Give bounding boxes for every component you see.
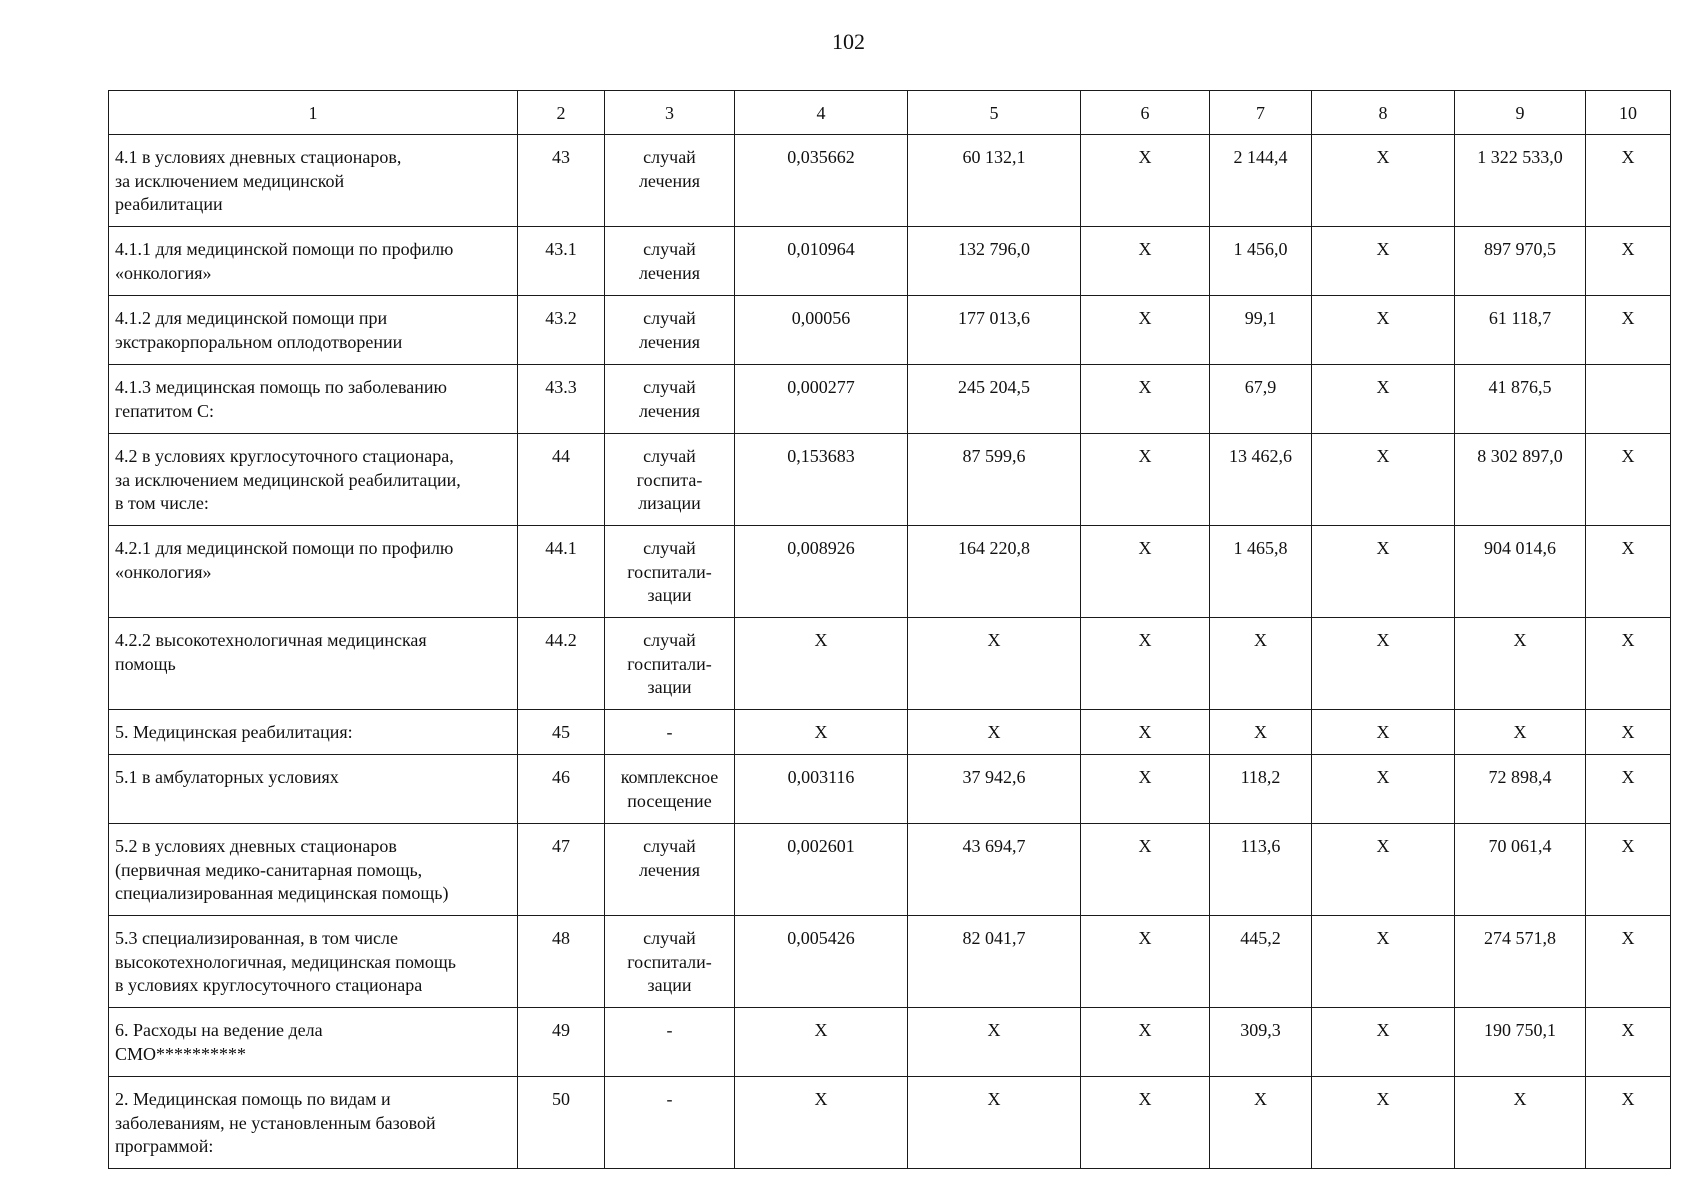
table-row <box>109 710 1671 755</box>
column-header: 5 <box>908 91 1081 135</box>
table-cell: Х <box>908 1077 1081 1169</box>
table-cell: случай лечения <box>605 824 735 916</box>
table-cell: Х <box>1586 1077 1671 1169</box>
table-cell: 0,153683 <box>735 434 908 526</box>
table-cell: Х <box>1586 824 1671 916</box>
row-name-cell: 4.2.1 для медицинской помощи по профилю «онкология» <box>109 526 518 618</box>
table-cell: случай лечения <box>605 365 735 434</box>
table-cell: Х <box>1312 434 1455 526</box>
row-name-cell: 4.1.2 для медицинской помощи при экстракорпоральном оплодотворении <box>109 296 518 365</box>
table-cell: Х <box>1312 618 1455 710</box>
table-cell: 0,008926 <box>735 526 908 618</box>
table-cell: Х <box>1081 618 1210 710</box>
table-cell: Х <box>735 618 908 710</box>
table-cell: 0,035662 <box>735 135 908 227</box>
table-cell: Х <box>1312 916 1455 1008</box>
table-cell: Х <box>1586 710 1671 755</box>
column-header: 4 <box>735 91 908 135</box>
table-cell: 43.2 <box>518 296 605 365</box>
table-cell: 72 898,4 <box>1455 755 1586 824</box>
table-cell: 44.1 <box>518 526 605 618</box>
table-cell: Х <box>1586 434 1671 526</box>
table-cell: Х <box>1312 135 1455 227</box>
table-row <box>109 916 1671 1008</box>
table-cell: случай лечения <box>605 296 735 365</box>
column-header: 2 <box>518 91 605 135</box>
table-cell: Х <box>1081 824 1210 916</box>
row-name-cell: 5.3 специализированная, в том числе высокотехнологичная, медицинская помощь в условиях круглосуточного стационара <box>109 916 518 1008</box>
table-cell: Х <box>908 710 1081 755</box>
table-row <box>109 135 1671 227</box>
table-cell: 99,1 <box>1210 296 1312 365</box>
table-cell: Х <box>1312 227 1455 296</box>
table-cell: 1 322 533,0 <box>1455 135 1586 227</box>
table-cell: 46 <box>518 755 605 824</box>
table-cell: 0,00056 <box>735 296 908 365</box>
table-cell: случай лечения <box>605 135 735 227</box>
table-cell: Х <box>1081 135 1210 227</box>
row-name-cell: 5. Медицинская реабилитация: <box>109 710 518 755</box>
table-cell: Х <box>1312 755 1455 824</box>
table-cell: 2 144,4 <box>1210 135 1312 227</box>
table-cell: 309,3 <box>1210 1008 1312 1077</box>
table-cell: 8 302 897,0 <box>1455 434 1586 526</box>
table-cell: Х <box>735 1077 908 1169</box>
table-cell: 904 014,6 <box>1455 526 1586 618</box>
table-cell: 67,9 <box>1210 365 1312 434</box>
row-name-cell: 2. Медицинская помощь по видам и заболеваниям, не установленным базовой программой: <box>109 1077 518 1169</box>
table-cell: Х <box>1586 755 1671 824</box>
table-cell: - <box>605 1008 735 1077</box>
column-header: 10 <box>1586 91 1671 135</box>
table-cell: 43.1 <box>518 227 605 296</box>
table-cell: Х <box>1081 526 1210 618</box>
row-name-cell: 4.1 в условиях дневных стационаров, за исключением медицинской реабилитации <box>109 135 518 227</box>
page-number: 102 <box>832 29 865 54</box>
table-cell: 1 456,0 <box>1210 227 1312 296</box>
column-header: 7 <box>1210 91 1312 135</box>
table-cell: Х <box>1210 1077 1312 1169</box>
table-cell: Х <box>1586 526 1671 618</box>
table-cell: Х <box>735 710 908 755</box>
table-cell: 164 220,8 <box>908 526 1081 618</box>
row-name-cell: 4.2.2 высокотехнологичная медицинская помощь <box>109 618 518 710</box>
table-cell: Х <box>1586 227 1671 296</box>
table-cell: 43 <box>518 135 605 227</box>
table-cell: 47 <box>518 824 605 916</box>
table-cell: Х <box>1081 916 1210 1008</box>
table-cell: Х <box>1312 296 1455 365</box>
table-cell: Х <box>1081 1008 1210 1077</box>
table-cell: Х <box>1312 710 1455 755</box>
table-cell: случай госпита- лизации <box>605 434 735 526</box>
table-row <box>109 365 1671 434</box>
table-cell: 43.3 <box>518 365 605 434</box>
table-cell: случай лечения <box>605 227 735 296</box>
table-cell: Х <box>1312 1008 1455 1077</box>
table-cell: Х <box>908 1008 1081 1077</box>
table-row <box>109 434 1671 526</box>
column-header: 1 <box>109 91 518 135</box>
table-cell: Х <box>1210 618 1312 710</box>
table-cell: 61 118,7 <box>1455 296 1586 365</box>
column-header: 9 <box>1455 91 1586 135</box>
table-cell: 190 750,1 <box>1455 1008 1586 1077</box>
table-cell: 113,6 <box>1210 824 1312 916</box>
table-cell: Х <box>1586 1008 1671 1077</box>
table-cell: случай госпитали- зации <box>605 916 735 1008</box>
table-cell: Х <box>1586 135 1671 227</box>
table-row <box>109 227 1671 296</box>
table-row <box>109 1008 1671 1077</box>
table-cell: 118,2 <box>1210 755 1312 824</box>
table-cell: Х <box>1081 710 1210 755</box>
table-cell: Х <box>1312 824 1455 916</box>
table-cell: Х <box>1455 618 1586 710</box>
column-header: 8 <box>1312 91 1455 135</box>
table-cell: Х <box>1081 1077 1210 1169</box>
table-cell: 48 <box>518 916 605 1008</box>
data-table <box>108 90 1671 1169</box>
table-cell: 82 041,7 <box>908 916 1081 1008</box>
table-row <box>109 526 1671 618</box>
table-cell: Х <box>1081 434 1210 526</box>
row-name-cell: 4.1.3 медицинская помощь по заболеванию гепатитом С: <box>109 365 518 434</box>
table-cell: 0,000277 <box>735 365 908 434</box>
row-name-cell: 4.2 в условиях круглосуточного стационара, за исключением медицинской реабилитации, в том числе: <box>109 434 518 526</box>
table-cell: 43 694,7 <box>908 824 1081 916</box>
table-cell: случай госпитали- зации <box>605 526 735 618</box>
table-cell: 70 061,4 <box>1455 824 1586 916</box>
table-row <box>109 1077 1671 1169</box>
table-cell: случай госпитали- зации <box>605 618 735 710</box>
table-cell: Х <box>1081 365 1210 434</box>
table-cell: 177 013,6 <box>908 296 1081 365</box>
table-row <box>109 755 1671 824</box>
row-name-cell: 5.2 в условиях дневных стационаров (первичная медико-санитарная помощь, специализированная медицинская помощь) <box>109 824 518 916</box>
table-cell: 245 204,5 <box>908 365 1081 434</box>
table-cell: 0,005426 <box>735 916 908 1008</box>
table-cell: Х <box>1312 526 1455 618</box>
table-cell: Х <box>1081 755 1210 824</box>
table-cell: Х <box>1081 227 1210 296</box>
column-header: 3 <box>605 91 735 135</box>
table-cell: 49 <box>518 1008 605 1077</box>
table-cell: 44 <box>518 434 605 526</box>
table-cell: - <box>605 1077 735 1169</box>
table-cell: 44.2 <box>518 618 605 710</box>
table-cell: 0,003116 <box>735 755 908 824</box>
row-name-cell: 6. Расходы на ведение дела СМО********** <box>109 1008 518 1077</box>
table-cell: 87 599,6 <box>908 434 1081 526</box>
table-cell: 13 462,6 <box>1210 434 1312 526</box>
header-row <box>109 91 1671 135</box>
row-name-cell: 5.1 в амбулаторных условиях <box>109 755 518 824</box>
table-cell: 0,002601 <box>735 824 908 916</box>
table-cell: Х <box>1455 1077 1586 1169</box>
table-cell: комплексное посещение <box>605 755 735 824</box>
table-row <box>109 618 1671 710</box>
table-cell: Х <box>1586 618 1671 710</box>
table-cell: 37 942,6 <box>908 755 1081 824</box>
table-cell <box>1586 365 1671 434</box>
table-cell: 445,2 <box>1210 916 1312 1008</box>
table-cell: 897 970,5 <box>1455 227 1586 296</box>
table-cell: 0,010964 <box>735 227 908 296</box>
row-name-cell: 4.1.1 для медицинской помощи по профилю «онкология» <box>109 227 518 296</box>
table-cell: 1 465,8 <box>1210 526 1312 618</box>
table-cell: Х <box>908 618 1081 710</box>
table-cell: Х <box>1586 916 1671 1008</box>
table-cell: 50 <box>518 1077 605 1169</box>
table-cell: Х <box>1312 365 1455 434</box>
table-cell: 274 571,8 <box>1455 916 1586 1008</box>
table-row <box>109 824 1671 916</box>
table-body <box>109 135 1671 1169</box>
column-header: 6 <box>1081 91 1210 135</box>
table-cell: 132 796,0 <box>908 227 1081 296</box>
table-cell: 45 <box>518 710 605 755</box>
table-cell: Х <box>1210 710 1312 755</box>
table-cell: - <box>605 710 735 755</box>
table-cell: Х <box>1312 1077 1455 1169</box>
table-row <box>109 296 1671 365</box>
table-cell: Х <box>1586 296 1671 365</box>
table-cell: 41 876,5 <box>1455 365 1586 434</box>
table-cell: Х <box>1455 710 1586 755</box>
table-cell: Х <box>735 1008 908 1077</box>
table-cell: Х <box>1081 296 1210 365</box>
table-cell: 60 132,1 <box>908 135 1081 227</box>
